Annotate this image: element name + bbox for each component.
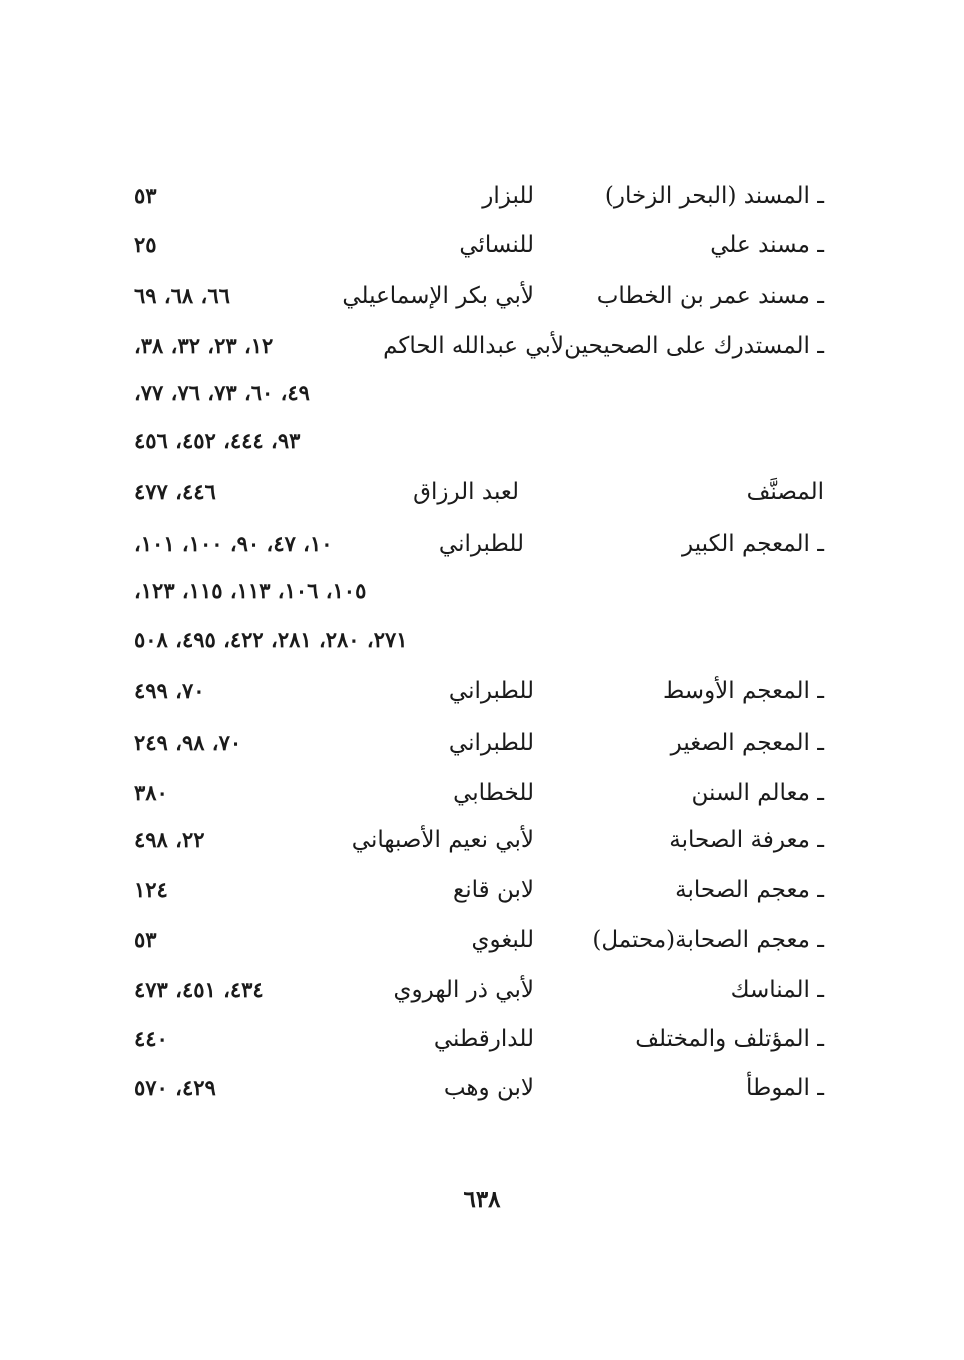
entry-continuation [0, 571, 964, 611]
entry-author: للبغوي [471, 927, 534, 953]
entry-title: ـ معجم الصحابة(محتمل) [592, 927, 824, 953]
entry-pages-continued: ٩٣، ٤٤٤، ٤٥٢، ٤٥٦ [134, 428, 301, 453]
entry-row [0, 1019, 964, 1059]
page-number: ٦٣٨ [463, 1186, 501, 1213]
entry-row [0, 970, 964, 1010]
entry-title: ـ معجم الصحابة [675, 877, 824, 903]
entry-title: ـ مسند عمر بن الخطاب [596, 283, 824, 309]
entry-author: لأبي بكر الإسماعيلي [342, 283, 534, 309]
entry-title: ـ المعجم الأوسط [662, 678, 824, 704]
entry-row [0, 176, 964, 216]
entry-title: ـ المسند (البحر الزخار) [604, 183, 824, 209]
entry-pages: ١٠، ٤٧، ٩٠، ١٠٠، ١٠١، [134, 531, 333, 556]
entry-pages: ٥٣ [134, 927, 157, 952]
entry-pages: ١٢٤ [134, 877, 168, 902]
entry-author: للبزار [482, 183, 534, 209]
entry-row [0, 1068, 964, 1108]
entry-title: ـ معرفة الصحابة [669, 827, 824, 853]
entry-pages: ٧٠، ٩٨، ٢٤٩ [134, 730, 242, 755]
entry-pages: ٧٠، ٤٩٩ [134, 678, 205, 703]
entry-author: للطبراني [448, 730, 534, 756]
entry-pages: ٦٦، ٦٨، ٦٩ [134, 283, 230, 308]
entry-row [0, 671, 964, 711]
entry-title: ـ مسند علي [710, 232, 824, 258]
entry-row [0, 472, 964, 512]
entry-pages: ٤٤٦، ٤٧٧ [134, 479, 216, 504]
entry-pages: ٤٤٠ [134, 1026, 168, 1051]
entry-author: لابن وهب [443, 1075, 534, 1101]
entry-pages-continued: ١٠٥، ١٠٦، ١١٣، ١١٥، ١٢٣، [134, 578, 367, 603]
entry-author: لأبي ذر الهروي [393, 977, 534, 1003]
entry-pages-continued: ٤٩، ٦٠، ٧٣، ٧٦، ٧٧، [134, 380, 310, 405]
entry-pages: ٥٣ [134, 183, 157, 208]
entry-row [0, 870, 964, 910]
entry-title: ـ معالم السنن [691, 780, 824, 806]
entry-author: لابن قانع [453, 877, 534, 903]
entry-pages: ٢٢، ٤٩٨ [134, 827, 205, 852]
entry-title: ـ المستدرك على الصحيحين [564, 333, 824, 359]
entry-pages: ٤٢٩، ٥٧٠ [134, 1075, 216, 1100]
entry-pages: ٢٥ [134, 232, 157, 257]
entry-continuation [0, 620, 964, 660]
entry-row [0, 920, 964, 960]
entry-author: للنسائي [459, 232, 534, 258]
entry-author: للطبراني [438, 531, 524, 557]
entry-author: للدارقطني [433, 1026, 534, 1052]
entry-title: ـ المعجم الكبير [682, 531, 824, 557]
entry-row [0, 820, 964, 860]
entry-author: لأبي نعيم الأصبهاني [351, 827, 534, 853]
entry-author: لعبد الرزاق [413, 479, 519, 505]
entry-title: ـ المعجم الصغير [670, 730, 824, 756]
entry-pages: ١٢، ٢٣، ٣٢، ٣٨، [134, 333, 274, 358]
entry-row [0, 524, 964, 564]
entry-continuation [0, 373, 964, 413]
entry-row [0, 276, 964, 316]
entry-author: للطبراني [448, 678, 534, 704]
entry-row [0, 225, 964, 265]
entry-title: ـ المؤتلف والمختلف [635, 1026, 824, 1052]
entry-pages: ٤٣٤، ٤٥١، ٤٧٣ [134, 977, 264, 1002]
entry-row [0, 773, 964, 813]
entry-pages: ٣٨٠ [134, 780, 168, 805]
entry-title: المصنَّف [746, 479, 824, 505]
entry-row [0, 723, 964, 763]
entry-continuation [0, 421, 964, 461]
entry-title: ـ الموطأ [746, 1075, 824, 1101]
entry-row [0, 326, 964, 366]
entry-pages-continued: ٢٧١، ٢٨٠، ٢٨١، ٤٢٢، ٤٩٥، ٥٠٨ [134, 627, 408, 652]
entry-title: ـ المناسك [730, 977, 824, 1003]
entry-author: لأبي عبدالله الحاكم [383, 333, 564, 359]
entry-author: للخطابي [453, 780, 534, 806]
